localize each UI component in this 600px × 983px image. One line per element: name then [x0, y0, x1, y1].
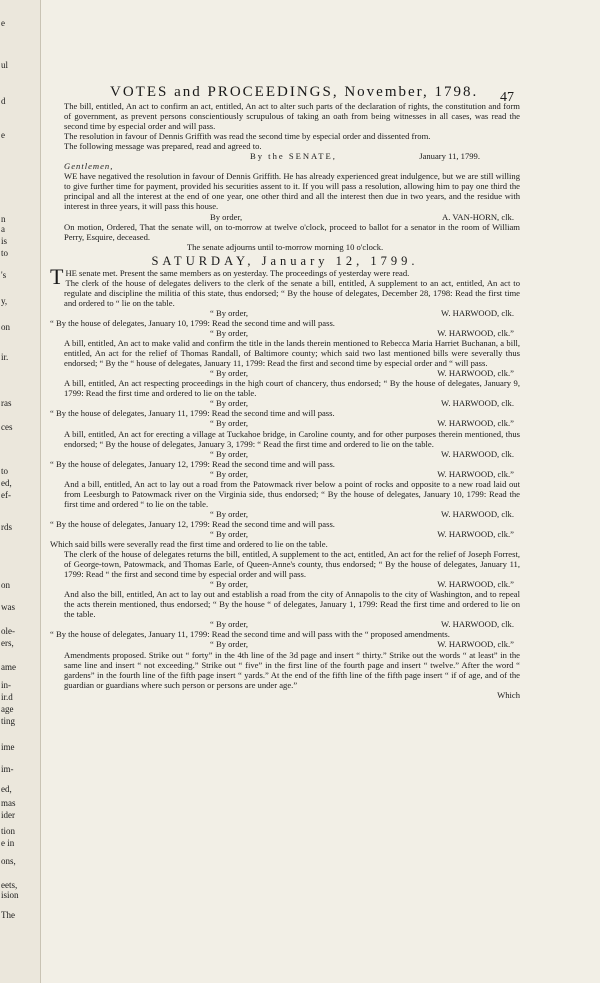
signature-line [50, 308, 520, 318]
signature-order: “ By order, [210, 398, 249, 409]
senate-address-line [50, 151, 520, 161]
gutter-fragment: ef- [1, 490, 11, 500]
signature-name: W. HARWOOD, clk.” [437, 528, 514, 539]
gutter-fragment: is [1, 236, 8, 246]
gutter-fragment: ons, [1, 856, 16, 866]
signature-line [50, 368, 520, 378]
gutter-fragment: to [1, 248, 9, 258]
gutter-fragment: e [1, 18, 5, 28]
signature-name: W. HARWOOD, clk.” [437, 368, 514, 379]
gutter-fragment: ime [1, 742, 15, 752]
gutter-fragment: ider [1, 810, 15, 820]
gutter-fragment: ras [1, 398, 12, 408]
paragraph [50, 263, 520, 289]
paragraph: The clerk of the house of delegates delivers to the clerk of the senate a bill, entitled, A supplement to an act, entitled, An act to regulate and discipline the militia of this state, thus endorsed; “ By the house of delegates, December 28, 1798: Read the first time and ordered to “ lie on the table. [64, 277, 520, 308]
paragraph-text: HE senate met. Present the same members as on yesterday. The proceedings of yesterday were read. [65, 267, 410, 278]
gutter-fragment: was [1, 602, 15, 612]
signature-line [50, 398, 520, 408]
paragraph: WE have negatived the resolution in favour of Dennis Griffith. He has already experienced great indulgence, but we are still willing to give further time for payment, provided his securities assent to it. If you will pass a resolution, allowing him to pay one third the principal and all the interest at the end of one year, one other third and all the interest then due in two years, and the residue with interest in three years, it will pass this house. [64, 171, 520, 212]
gutter-fragment: ces [1, 422, 13, 432]
gutter-fragment: ame [1, 662, 16, 672]
signature-order: “ By order, [210, 579, 249, 590]
paragraph: “ By the house of delegates, January 10, 1799: Read the second time and will pass. [50, 317, 335, 328]
gutter-fragment: eets, [1, 880, 18, 890]
day-heading: SATURDAY, January 12, 1799. [151, 253, 419, 268]
paragraph: The senate adjourns until to-morrow morning 10 o'clock. [186, 241, 384, 252]
catchword: Which [497, 689, 520, 700]
paragraph: Which said bills were severally read the first time and ordered to lie on the table. [50, 539, 328, 550]
gutter-fragment: ir.d [1, 692, 13, 702]
signature-name: W. HARWOOD, clk. [441, 448, 514, 459]
gutter-fragment: ed, [1, 784, 12, 794]
gutter-fragment: d [1, 96, 6, 106]
adjacent-page-gutter [0, 0, 41, 983]
gutter-fragment: ed, [1, 478, 12, 488]
signature-line [50, 639, 520, 649]
signature-line [50, 328, 520, 338]
page-body [50, 101, 520, 700]
gutter-fragment: on [1, 580, 10, 590]
gutter-fragment: ting [1, 716, 16, 726]
signature-name: W. HARWOOD, clk. [441, 307, 514, 318]
signature-order: “ By order, [210, 328, 249, 339]
paragraph: And also the bill, entitled, An act to lay out and establish a road from the city of Annapolis to the city of Washington, and to repeal the acts therein mentioned, thus endorsed; “ By the house “ of delegates, January 1, 1799: Read the first time and ordered to lie on the table. [64, 589, 520, 620]
gutter-fragment: in- [1, 680, 11, 690]
gutter-fragment: to [1, 466, 9, 476]
signature-line [50, 469, 520, 479]
signature-name: W. HARWOOD, clk.” [437, 579, 514, 590]
gutter-fragment: 's [1, 270, 7, 280]
gutter-fragment: on [1, 322, 10, 332]
signature-name: W. HARWOOD, clk.” [437, 468, 514, 479]
gutter-fragment: mas [1, 798, 16, 808]
signature-line [50, 529, 520, 539]
signature-order: “ By order, [210, 468, 249, 479]
signature-line [50, 509, 520, 519]
paragraph: And a bill, entitled, An act to lay out a road from the Patowmack river below a point of rocks and opposite to a new road laid out from Leesburgh to Patowmack river on the Virginia side, thus endorsed; “ By the house of delegates, January 10, 1799: Read the first time and ordered “ to lie on the table. [64, 478, 520, 509]
signature-order: “ By order, [210, 368, 249, 379]
senate-address-date: January 11, 1799. [419, 151, 480, 162]
gutter-fragment: e in [1, 838, 15, 848]
gutter-fragment: ole- [1, 626, 15, 636]
gutter-fragment: n [1, 214, 6, 224]
gutter-fragment: rds [1, 522, 12, 532]
paragraph: On motion, Ordered, That the senate will, on to-morrow at twelve o'clock, proceed to ballot for a senator in the room of William Perry, Esquire, deceased. [64, 221, 520, 242]
signature-name: W. HARWOOD, clk. [441, 398, 514, 409]
gutter-fragment: im- [1, 764, 14, 774]
signature-line [50, 579, 520, 589]
signature-order: “ By order, [210, 619, 249, 630]
signature-order: “ By order, [210, 448, 249, 459]
signature-name: W. HARWOOD, clk.” [437, 418, 514, 429]
paragraph: The clerk of the house of delegates returns the bill, entitled, A supplement to the act, entitled, An act for the relief of Joseph Forrest, of George-town, Patowmack, and Thomas Earle, of Queen-Anne's county, thus endorsed; “ By the house of delegates, January 11, 1799: Read “ the first and second time by especial order and will pass. [64, 549, 520, 580]
signature-order: By order, [210, 211, 243, 222]
paragraph: “ By the house of delegates, January 12, 1799: Read the second time and will pass. [50, 458, 335, 469]
gutter-fragment: a [1, 224, 5, 234]
signature-name: W. HARWOOD, clk.” [437, 639, 514, 650]
paragraph: The bill, entitled, An act to confirm an act, entitled, An act to alter such parts of the declaration of rights, the constitution and form of government, as prevent persons conscientiously scrupulous of taking an oath from being witnesses in all cases, was read the second time by especial order and will pass. [64, 101, 520, 132]
signature-order: “ By order, [210, 508, 249, 519]
paragraph: “ By the house of delegates, January 11, 1799: Read the second time and will pass. [50, 408, 335, 419]
senate-address-from: By the SENATE, [250, 151, 337, 162]
paragraph: The resolution in favour of Dennis Griffith was read the second time by especial order and dissented from. [64, 131, 431, 142]
gutter-fragment: ers, [1, 638, 14, 648]
signature-name: W. HARWOOD, clk. [441, 508, 514, 519]
gutter-fragment: y, [1, 296, 8, 306]
drop-cap: T [50, 263, 64, 289]
paragraph: Amendments proposed. Strike out “ forty” in the 4th line of the 3d page and insert “ thirty.” Strike out the words “ at least” in the same line and insert “ not exceeding.” Strike out “ five” in the first line of the fourth page and insert “ twelve.” After the word “ gardens” in the fourth line of the fifth page insert “ yards.” At the end of the fifth line of the fifth page insert “ if of age, and of the guardian or guardians where such person or persons are under age.” [64, 649, 520, 690]
signature-line [50, 418, 520, 428]
gutter-fragment: age [1, 704, 14, 714]
signature-line [50, 619, 520, 629]
gutter-fragment: The [1, 910, 15, 920]
signature-order: “ By order, [210, 528, 249, 539]
paragraph: A bill, entitled, An act respecting proceedings in the high court of chancery, thus endorsed; “ By the house of delegates, January 9, 1799: Read the first time and ordered to lie on the table. [64, 378, 520, 399]
signature-name: W. HARWOOD, clk. [441, 619, 514, 630]
page-header-title: VOTES and PROCEEDINGS, November, 1798. [110, 84, 479, 100]
gutter-fragment: ision [1, 890, 19, 900]
signature-order: “ By order, [210, 639, 249, 650]
signature-order: “ By order, [210, 307, 249, 318]
gutter-fragment: e [1, 130, 5, 140]
paragraph: “ By the house of delegates, January 12, 1799: Read the second time and will pass. [50, 518, 335, 529]
paragraph: “ By the house of delegates, January 11, 1799: Read the second time and will pass with the “ proposed amendments. [50, 629, 450, 640]
signature-order: “ By order, [210, 418, 249, 429]
paragraph: A bill, entitled, An act to make valid and confirm the title in the lands therein mentioned to Rebecca Maria Harriet Buchanan, a bill, entitled, An act for the relief of Thomas Randall, of Baltimore county; which said two last mentioned bills were severally thus endorsed; “ By the “ house of delegates, January 11, 1799: Read the first and second time by especial order and “ will pass. [64, 338, 520, 369]
signature-line [50, 212, 520, 222]
salutation: Gentlemen, [64, 161, 114, 172]
gutter-fragment: ul [1, 60, 9, 70]
gutter-fragment: tion [1, 826, 16, 836]
signature-name: A. VAN-HORN, clk. [441, 211, 514, 222]
signature-name: W. HARWOOD, clk.” [437, 328, 514, 339]
signature-line [50, 449, 520, 459]
gutter-fragment: ir. [1, 352, 9, 362]
paragraph: The following message was prepared, read and agreed to. [64, 141, 262, 152]
paragraph: A bill, entitled, An act for erecting a village at Tuckahoe bridge, in Caroline county, and for other purposes therein mentioned, thus endorsed; “ By the house of delegates, January 3, 1799: “ Read the first time and ordered to lie on the table. [64, 428, 520, 449]
page-number: 47 [500, 90, 514, 105]
